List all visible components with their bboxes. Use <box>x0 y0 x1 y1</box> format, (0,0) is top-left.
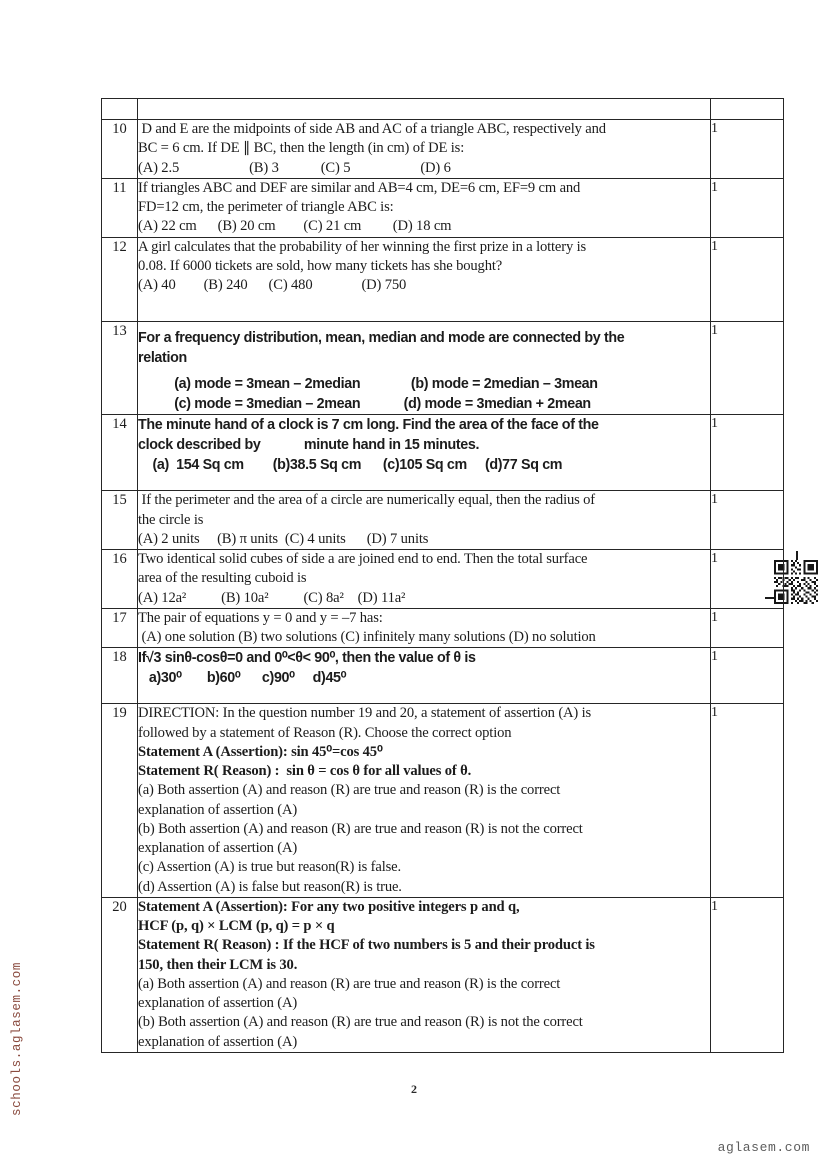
question-options: (A) 22 cm (B) 20 cm (C) 21 cm (D) 18 cm <box>138 218 452 235</box>
question-option: (a) Both assertion (A) and reason (R) are true and reason (R) is the correct <box>138 782 561 799</box>
table-row <box>102 550 784 609</box>
question-line: For a frequency distribution, mean, median and mode are connected by the <box>138 330 625 347</box>
question-line: If the perimeter and the area of a circle are numerically equal, then the radius of <box>138 492 596 509</box>
question-marks: 1 <box>711 120 784 179</box>
question-body <box>138 897 711 1052</box>
question-option: (d) Assertion (A) is false but reason(R) is true. <box>138 878 402 895</box>
direction-line: followed by a statement of Reason (R). Choose the correct option <box>138 724 512 741</box>
question-options: (A) 40 (B) 240 (C) 480 (D) 750 <box>138 277 407 293</box>
question-option: (a) Both assertion (A) and reason (R) are true and reason (R) is the correct <box>138 975 561 992</box>
reason-statement: Statement R( Reason) : If the HCF of two numbers is 5 and their product is <box>138 937 595 954</box>
question-marks: 1 <box>711 237 784 322</box>
question-line: The pair of equations y = 0 and y = –7 has: <box>138 609 383 626</box>
question-line: If triangles ABC and DEF are similar and AB=4 cm, DE=6 cm, EF=9 cm and <box>138 179 581 196</box>
table-row <box>102 237 784 322</box>
table-row <box>102 322 784 415</box>
question-line: FD=12 cm, the perimeter of triangle ABC is: <box>138 199 394 215</box>
question-number: 12 <box>102 237 138 322</box>
question-options: (a) 154 Sq cm (b)38.5 Sq cm (c)105 Sq cm (d)77 Sq cm <box>138 457 563 474</box>
question-option: explanation of assertion (A) <box>138 995 298 1012</box>
watermark-left-vertical: schools.aglasem.com <box>10 962 24 1116</box>
question-line: 0.08. If 6000 tickets are sold, how many tickets has she bought? <box>138 257 503 274</box>
question-line: If√3 sinθ-cosθ=0 and 0⁰<θ< 90⁰, then the value of θ is <box>138 650 476 667</box>
question-body <box>138 648 711 704</box>
question-marks: 1 <box>711 704 784 898</box>
direction-line: DIRECTION: In the question number 19 and 20, a statement of assertion (A) is <box>138 705 592 722</box>
question-line: relation <box>138 350 187 367</box>
table-row <box>102 491 784 550</box>
question-line: BC = 6 cm. If DE ∥ BC, then the length (in cm) of DE is: <box>138 140 465 157</box>
table-row <box>102 178 784 237</box>
question-marks: 1 <box>711 415 784 491</box>
spacer-cell-marks <box>711 99 784 120</box>
question-line: the circle is <box>138 511 204 528</box>
question-body <box>138 178 711 237</box>
question-body <box>138 608 711 648</box>
question-number: 17 <box>102 608 138 648</box>
question-line: Two identical solid cubes of side a are joined end to end. Then the total surface <box>138 551 588 568</box>
page-number: 2 <box>411 1082 417 1096</box>
question-line: The minute hand of a clock is 7 cm long. Find the area of the face of the <box>138 417 599 434</box>
question-body <box>138 491 711 550</box>
table-header-spacer-row <box>102 99 784 120</box>
question-options: (A) 2 units (B) π units (C) 4 units (D) 7 units <box>138 530 429 547</box>
question-line: D and E are the midpoints of side AB and AC of a triangle ABC, respectively and <box>138 121 606 137</box>
question-number: 20 <box>102 897 138 1052</box>
spacer-cell-body <box>138 99 711 120</box>
question-number: 14 <box>102 415 138 491</box>
question-body <box>138 550 711 609</box>
question-option: (c) Assertion (A) is true but reason(R) is false. <box>138 859 401 876</box>
question-line: area of the resulting cuboid is <box>138 570 307 587</box>
question-number: 13 <box>102 322 138 415</box>
question-option: (b) Both assertion (A) and reason (R) are true and reason (R) is not the correct <box>138 820 583 837</box>
question-marks: 1 <box>711 178 784 237</box>
question-body <box>138 704 711 898</box>
question-option: explanation of assertion (A) <box>138 1033 298 1050</box>
question-number: 11 <box>102 178 138 237</box>
question-options: (A) one solution (B) two solutions (C) infinitely many solutions (D) no solution <box>138 629 596 646</box>
question-options: (c) mode = 3median – 2mean (d) mode = 3median + 2mean <box>138 396 591 413</box>
qr-crop-mark-top <box>796 551 798 560</box>
question-options: (A) 12a² (B) 10a² (C) 8a² (D) 11a² <box>138 589 406 606</box>
spacer-cell-no <box>102 99 138 120</box>
assertion-statement: Statement A (Assertion): sin 45⁰=cos 45⁰ <box>138 743 383 760</box>
question-marks: 1 <box>711 897 784 1052</box>
question-options: (A) 2.5 (B) 3 (C) 5 (D) 6 <box>138 159 451 176</box>
watermark-bottom-right: aglasem.com <box>717 1140 810 1155</box>
table-row <box>102 704 784 898</box>
question-number: 16 <box>102 550 138 609</box>
question-number: 15 <box>102 491 138 550</box>
table-row <box>102 608 784 648</box>
question-options: a)30⁰ b)60⁰ c)90⁰ d)45⁰ <box>138 670 347 687</box>
table-row <box>102 415 784 491</box>
question-option: (b) Both assertion (A) and reason (R) are true and reason (R) is not the correct <box>138 1014 583 1031</box>
table-row <box>102 120 784 179</box>
question-line: A girl calculates that the probability of her winning the first prize in a lottery is <box>138 238 587 255</box>
question-marks: 1 <box>711 550 784 609</box>
question-body <box>138 237 711 322</box>
question-marks: 1 <box>711 608 784 648</box>
questions-table <box>101 98 784 1053</box>
question-body <box>138 120 711 179</box>
question-marks: 1 <box>711 491 784 550</box>
reason-statement-cont: 150, then their LCM is 30. <box>138 956 298 973</box>
question-option: explanation of assertion (A) <box>138 840 298 857</box>
assertion-statement: Statement A (Assertion): For any two positive integers p and q, <box>138 898 520 915</box>
question-line: clock described by minute hand in 15 minutes. <box>138 437 480 454</box>
reason-statement: Statement R( Reason) : sin θ = cos θ for all values of θ. <box>138 763 472 780</box>
table-row <box>102 897 784 1052</box>
question-options: (a) mode = 3mean – 2median (b) mode = 2median – 3mean <box>138 376 598 393</box>
question-marks: 1 <box>711 322 784 415</box>
question-number: 19 <box>102 704 138 898</box>
question-number: 10 <box>102 120 138 179</box>
table-row <box>102 648 784 704</box>
question-marks: 1 <box>711 648 784 704</box>
question-number: 18 <box>102 648 138 704</box>
question-option: explanation of assertion (A) <box>138 801 298 818</box>
question-body <box>138 415 711 491</box>
assertion-formula: HCF (p, q) × LCM (p, q) = p × q <box>138 918 335 935</box>
question-body <box>138 322 711 415</box>
